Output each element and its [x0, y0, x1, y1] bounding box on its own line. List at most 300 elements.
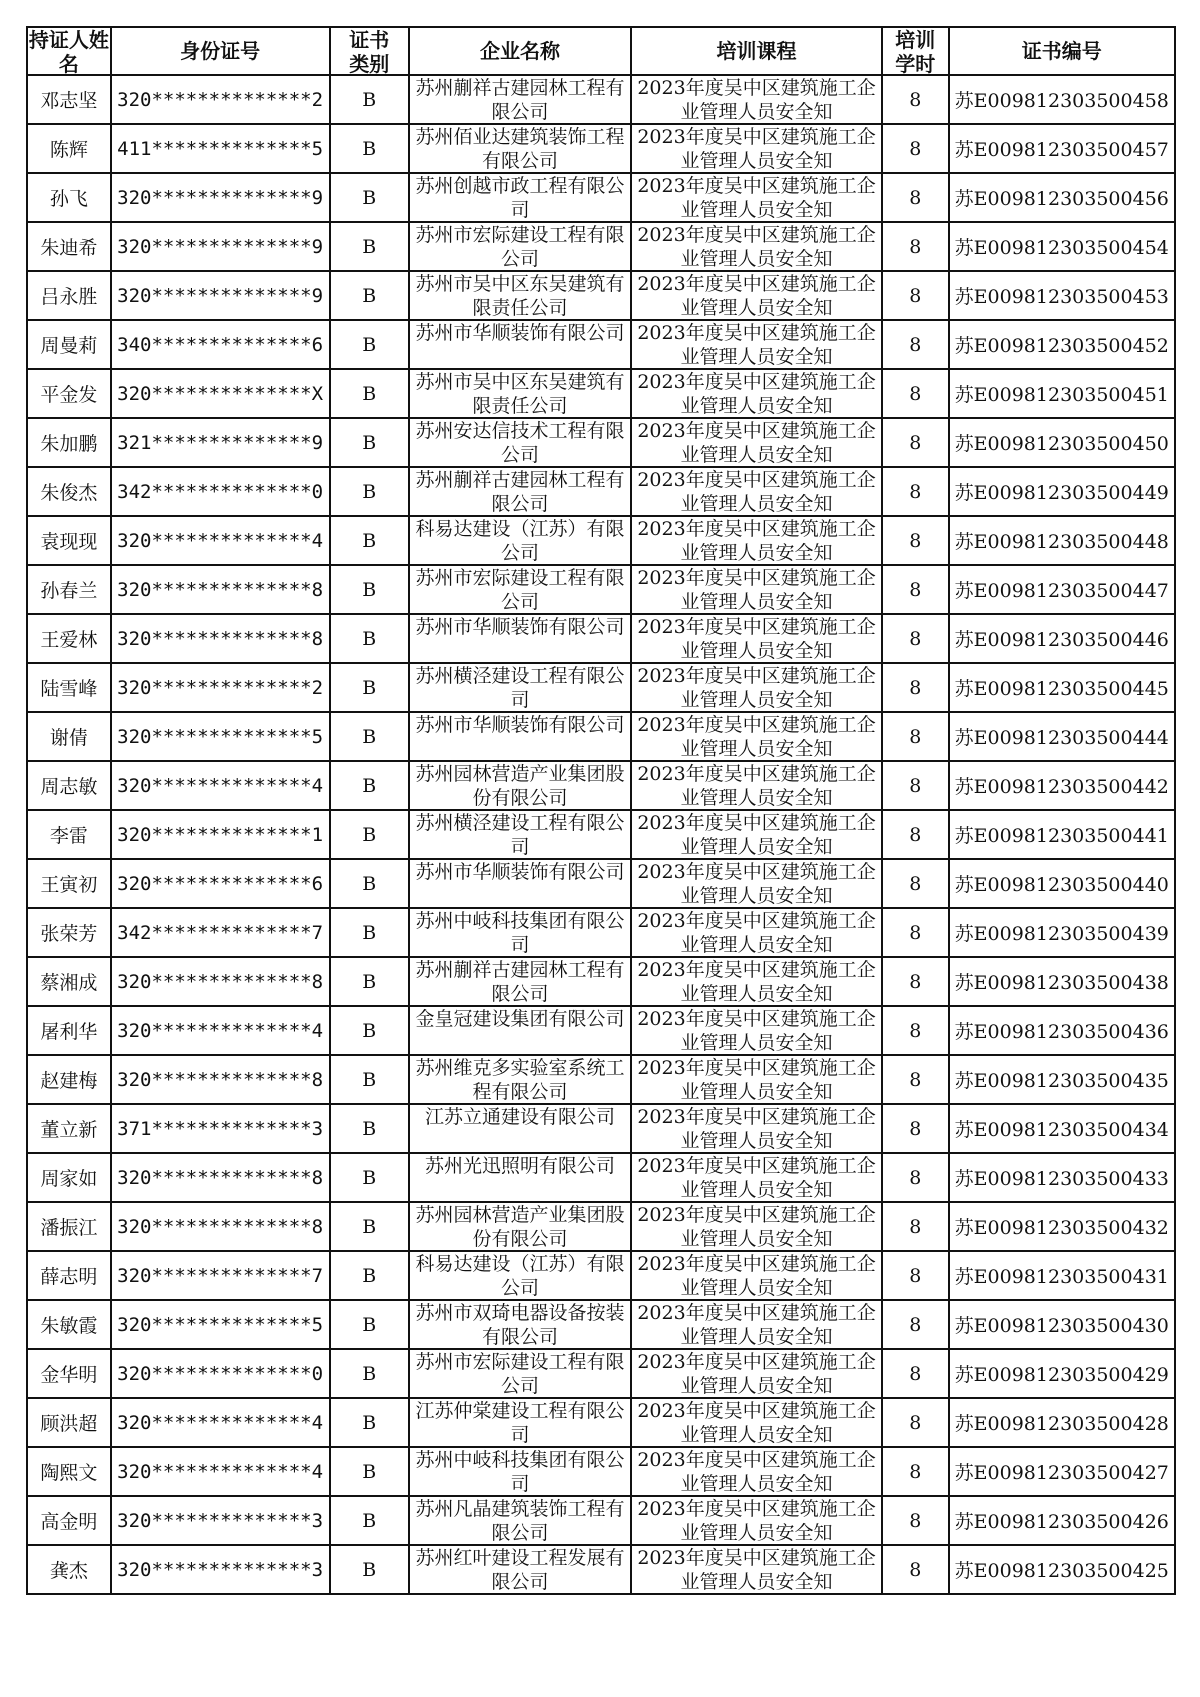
table-row — [27, 173, 1175, 222]
cell-id-number: 320**************X — [111, 369, 330, 418]
cell-id-number: 320**************9 — [111, 222, 330, 271]
cell-cert-number: 苏E009812303500448 — [949, 516, 1175, 565]
cell-id-number: 320**************4 — [111, 516, 330, 565]
cell-course — [631, 614, 882, 663]
cell-cert-type: B — [330, 810, 409, 859]
cell-course-text: 2023年度吴中区建筑施工企业管理人员安全知 — [637, 1547, 876, 1593]
cell-id-number: 320**************0 — [111, 1349, 330, 1398]
cell-company — [409, 1104, 631, 1153]
cell-course-text: 2023年度吴中区建筑施工企业管理人员安全知 — [637, 126, 876, 172]
header-company: 企业名称 — [409, 27, 631, 75]
cell-company-text: 苏州凡晶建筑装饰工程有限公司 — [415, 1498, 625, 1544]
cell-hours: 8 — [882, 908, 949, 957]
cell-course — [631, 418, 882, 467]
cell-company — [409, 467, 631, 516]
cell-cert-number: 苏E009812303500435 — [949, 1055, 1175, 1104]
cell-company-text: 苏州市华顺装饰有限公司 — [415, 861, 625, 883]
cell-hours: 8 — [882, 222, 949, 271]
cell-course-text: 2023年度吴中区建筑施工企业管理人员安全知 — [637, 763, 876, 809]
cell-cert-number: 苏E009812303500441 — [949, 810, 1175, 859]
table-row — [27, 75, 1175, 124]
table-row — [27, 859, 1175, 908]
cell-holder-name: 张荣芳 — [27, 908, 111, 957]
cell-company-text: 苏州蒯祥古建园林工程有限公司 — [415, 959, 625, 1005]
cell-holder-name: 李雷 — [27, 810, 111, 859]
cell-company-text: 苏州红叶建设工程发展有限公司 — [415, 1547, 625, 1593]
cell-holder-name: 陶熙文 — [27, 1447, 111, 1496]
table-row — [27, 320, 1175, 369]
cell-holder-name: 谢倩 — [27, 712, 111, 761]
cell-company — [409, 369, 631, 418]
cell-company — [409, 75, 631, 124]
cell-course-text: 2023年度吴中区建筑施工企业管理人员安全知 — [637, 1498, 876, 1544]
cell-company — [409, 1545, 631, 1594]
cell-hours: 8 — [882, 75, 949, 124]
cell-hours: 8 — [882, 369, 949, 418]
cell-holder-name: 朱敏霞 — [27, 1300, 111, 1349]
cell-course-text: 2023年度吴中区建筑施工企业管理人员安全知 — [637, 861, 876, 907]
cell-company-text: 苏州市华顺装饰有限公司 — [415, 714, 625, 736]
table-row — [27, 1202, 1175, 1251]
cell-company-text: 苏州横泾建设工程有限公司 — [415, 665, 625, 711]
cell-id-number: 340**************6 — [111, 320, 330, 369]
cell-course — [631, 124, 882, 173]
cell-cert-number: 苏E009812303500453 — [949, 271, 1175, 320]
cell-course-text: 2023年度吴中区建筑施工企业管理人员安全知 — [637, 273, 876, 319]
header-cert-number: 证书编号 — [949, 27, 1175, 75]
cell-cert-number: 苏E009812303500452 — [949, 320, 1175, 369]
cell-cert-type: B — [330, 222, 409, 271]
cell-company — [409, 761, 631, 810]
cell-id-number: 320**************5 — [111, 712, 330, 761]
cell-cert-type: B — [330, 320, 409, 369]
cell-company-text: 苏州创越市政工程有限公司 — [415, 175, 625, 221]
cell-company — [409, 1496, 631, 1545]
cell-id-number: 320**************8 — [111, 1153, 330, 1202]
cell-id-number: 320**************4 — [111, 1006, 330, 1055]
cell-company-text: 苏州中岐科技集团有限公司 — [415, 1449, 625, 1495]
header-id-number: 身份证号 — [111, 27, 330, 75]
cell-id-number: 320**************8 — [111, 957, 330, 1006]
cell-cert-type: B — [330, 124, 409, 173]
cell-course — [631, 1006, 882, 1055]
cell-id-number: 320**************3 — [111, 1496, 330, 1545]
cell-course — [631, 1349, 882, 1398]
cell-course-text: 2023年度吴中区建筑施工企业管理人员安全知 — [637, 1253, 876, 1299]
cell-course-text: 2023年度吴中区建筑施工企业管理人员安全知 — [637, 518, 876, 564]
cell-course — [631, 810, 882, 859]
cell-holder-name: 平金发 — [27, 369, 111, 418]
cell-cert-number: 苏E009812303500436 — [949, 1006, 1175, 1055]
cell-cert-number: 苏E009812303500446 — [949, 614, 1175, 663]
cell-id-number: 320**************8 — [111, 1202, 330, 1251]
cell-company-text: 苏州横泾建设工程有限公司 — [415, 812, 625, 858]
cell-course-text: 2023年度吴中区建筑施工企业管理人员安全知 — [637, 665, 876, 711]
table-row — [27, 810, 1175, 859]
table-body — [27, 75, 1175, 1594]
cell-cert-type: B — [330, 1055, 409, 1104]
cell-company-text: 江苏立通建设有限公司 — [424, 1106, 615, 1128]
cell-id-number: 320**************8 — [111, 1055, 330, 1104]
cell-hours: 8 — [882, 1398, 949, 1447]
cell-hours: 8 — [882, 859, 949, 908]
cell-cert-number: 苏E009812303500454 — [949, 222, 1175, 271]
cell-company — [409, 1153, 631, 1202]
cell-company — [409, 516, 631, 565]
cell-course — [631, 908, 882, 957]
cell-cert-number: 苏E009812303500450 — [949, 418, 1175, 467]
cell-holder-name: 周家如 — [27, 1153, 111, 1202]
cell-course — [631, 1545, 882, 1594]
cell-course — [631, 1153, 882, 1202]
cell-course-text: 2023年度吴中区建筑施工企业管理人员安全知 — [637, 1449, 876, 1495]
header-course: 培训课程 — [631, 27, 882, 75]
cell-course — [631, 565, 882, 614]
cell-holder-name: 孙飞 — [27, 173, 111, 222]
cell-course — [631, 222, 882, 271]
cell-company — [409, 663, 631, 712]
cell-course — [631, 369, 882, 418]
cell-company-text: 苏州园林营造产业集团股份有限公司 — [415, 763, 625, 809]
cell-company-text: 苏州园林营造产业集团股份有限公司 — [415, 1204, 625, 1250]
cell-company-text: 苏州安达信技术工程有限公司 — [415, 420, 625, 466]
cell-company — [409, 810, 631, 859]
cell-cert-number: 苏E009812303500445 — [949, 663, 1175, 712]
cell-company — [409, 1251, 631, 1300]
cell-id-number: 320**************9 — [111, 173, 330, 222]
cell-cert-type: B — [330, 1006, 409, 1055]
cell-cert-type: B — [330, 908, 409, 957]
table-row — [27, 1006, 1175, 1055]
cell-course-text: 2023年度吴中区建筑施工企业管理人员安全知 — [637, 1204, 876, 1250]
cell-company-text: 苏州佰业达建筑装饰工程有限公司 — [415, 126, 625, 172]
cell-course-text: 2023年度吴中区建筑施工企业管理人员安全知 — [637, 959, 876, 1005]
cell-cert-number: 苏E009812303500425 — [949, 1545, 1175, 1594]
cell-holder-name: 金华明 — [27, 1349, 111, 1398]
cell-hours: 8 — [882, 1202, 949, 1251]
table-row — [27, 1447, 1175, 1496]
cell-course-text: 2023年度吴中区建筑施工企业管理人员安全知 — [637, 469, 876, 515]
cell-holder-name: 王爱林 — [27, 614, 111, 663]
certificate-table — [26, 26, 1176, 1595]
cell-company — [409, 320, 631, 369]
cell-company-text: 苏州蒯祥古建园林工程有限公司 — [415, 469, 625, 515]
cell-holder-name: 朱俊杰 — [27, 467, 111, 516]
cell-hours: 8 — [882, 810, 949, 859]
cell-cert-type: B — [330, 1251, 409, 1300]
cell-cert-type: B — [330, 271, 409, 320]
cell-company — [409, 614, 631, 663]
cell-company — [409, 859, 631, 908]
cell-course-text: 2023年度吴中区建筑施工企业管理人员安全知 — [637, 812, 876, 858]
cell-cert-type: B — [330, 467, 409, 516]
cell-course-text: 2023年度吴中区建筑施工企业管理人员安全知 — [637, 322, 876, 368]
cell-holder-name: 邓志坚 — [27, 75, 111, 124]
cell-course-text: 2023年度吴中区建筑施工企业管理人员安全知 — [637, 616, 876, 662]
cell-course-text: 2023年度吴中区建筑施工企业管理人员安全知 — [637, 910, 876, 956]
cell-id-number: 320**************7 — [111, 1251, 330, 1300]
cell-cert-number: 苏E009812303500456 — [949, 173, 1175, 222]
cell-hours: 8 — [882, 1006, 949, 1055]
cell-cert-type: B — [330, 761, 409, 810]
cell-company — [409, 1300, 631, 1349]
cell-cert-type: B — [330, 1349, 409, 1398]
cell-company — [409, 908, 631, 957]
cell-cert-number: 苏E009812303500434 — [949, 1104, 1175, 1153]
cell-cert-number: 苏E009812303500426 — [949, 1496, 1175, 1545]
cell-course-text: 2023年度吴中区建筑施工企业管理人员安全知 — [637, 224, 876, 270]
cell-company — [409, 1055, 631, 1104]
cell-holder-name: 周曼莉 — [27, 320, 111, 369]
cell-course-text: 2023年度吴中区建筑施工企业管理人员安全知 — [637, 175, 876, 221]
cell-company — [409, 124, 631, 173]
cell-cert-number: 苏E009812303500447 — [949, 565, 1175, 614]
cell-holder-name: 陈辉 — [27, 124, 111, 173]
cell-company-text: 科易达建设（江苏）有限公司 — [415, 1253, 625, 1299]
cell-cert-type: B — [330, 1104, 409, 1153]
cell-cert-number: 苏E009812303500431 — [949, 1251, 1175, 1300]
cell-id-number: 411**************5 — [111, 124, 330, 173]
cell-cert-number: 苏E009812303500430 — [949, 1300, 1175, 1349]
cell-course — [631, 467, 882, 516]
header-hours: 培训学时 — [882, 27, 949, 75]
cell-hours: 8 — [882, 173, 949, 222]
cell-course-text: 2023年度吴中区建筑施工企业管理人员安全知 — [637, 1106, 876, 1152]
table-row — [27, 271, 1175, 320]
cell-hours: 8 — [882, 1251, 949, 1300]
cell-cert-type: B — [330, 614, 409, 663]
cell-id-number: 342**************7 — [111, 908, 330, 957]
cell-course-text: 2023年度吴中区建筑施工企业管理人员安全知 — [637, 77, 876, 123]
cell-course-text: 2023年度吴中区建筑施工企业管理人员安全知 — [637, 1400, 876, 1446]
cell-company — [409, 1349, 631, 1398]
cell-cert-number: 苏E009812303500442 — [949, 761, 1175, 810]
cell-company — [409, 565, 631, 614]
cell-company-text: 苏州市华顺装饰有限公司 — [415, 322, 625, 344]
cell-id-number: 321**************9 — [111, 418, 330, 467]
table-row — [27, 467, 1175, 516]
cell-cert-type: B — [330, 1202, 409, 1251]
cell-cert-type: B — [330, 418, 409, 467]
cell-company — [409, 1447, 631, 1496]
cell-company-text: 苏州市宏际建设工程有限公司 — [415, 1351, 625, 1397]
cell-company — [409, 1398, 631, 1447]
cell-company-text: 苏州维克多实验室系统工程有限公司 — [415, 1057, 625, 1103]
cell-cert-type: B — [330, 1300, 409, 1349]
cell-company-text: 苏州中岐科技集团有限公司 — [415, 910, 625, 956]
cell-cert-type: B — [330, 1496, 409, 1545]
cell-cert-type: B — [330, 75, 409, 124]
cell-cert-type: B — [330, 173, 409, 222]
cell-holder-name: 赵建梅 — [27, 1055, 111, 1104]
cell-course — [631, 1300, 882, 1349]
table-row — [27, 614, 1175, 663]
cell-hours: 8 — [882, 1055, 949, 1104]
cell-hours: 8 — [882, 957, 949, 1006]
table-row — [27, 1300, 1175, 1349]
cell-id-number: 342**************0 — [111, 467, 330, 516]
cell-company-text: 苏州市吴中区东吴建筑有限责任公司 — [415, 273, 625, 319]
cell-course — [631, 957, 882, 1006]
cell-id-number: 320**************8 — [111, 565, 330, 614]
cell-hours: 8 — [882, 516, 949, 565]
cell-course — [631, 1398, 882, 1447]
cell-holder-name: 孙春兰 — [27, 565, 111, 614]
cell-hours: 8 — [882, 614, 949, 663]
cell-holder-name: 王寅初 — [27, 859, 111, 908]
cell-hours: 8 — [882, 1545, 949, 1594]
cell-cert-type: B — [330, 1447, 409, 1496]
cell-course-text: 2023年度吴中区建筑施工企业管理人员安全知 — [637, 1351, 876, 1397]
cell-company — [409, 173, 631, 222]
cell-course — [631, 1202, 882, 1251]
cell-cert-type: B — [330, 565, 409, 614]
cell-hours: 8 — [882, 1496, 949, 1545]
cell-company — [409, 271, 631, 320]
cell-company-text: 科易达建设（江苏）有限公司 — [415, 518, 625, 564]
cell-hours: 8 — [882, 565, 949, 614]
cell-course-text: 2023年度吴中区建筑施工企业管理人员安全知 — [637, 1302, 876, 1348]
cell-course-text: 2023年度吴中区建筑施工企业管理人员安全知 — [637, 1057, 876, 1103]
cell-course — [631, 859, 882, 908]
cell-course — [631, 1104, 882, 1153]
cell-cert-type: B — [330, 957, 409, 1006]
cell-course — [631, 516, 882, 565]
table-row — [27, 1349, 1175, 1398]
cell-hours: 8 — [882, 467, 949, 516]
cell-hours: 8 — [882, 1300, 949, 1349]
cell-company — [409, 1006, 631, 1055]
header-cert-type: 证书类别 — [330, 27, 409, 75]
cell-company — [409, 712, 631, 761]
table-row — [27, 1545, 1175, 1594]
cell-cert-number: 苏E009812303500440 — [949, 859, 1175, 908]
header-holder-name: 持证人姓名 — [28, 28, 109, 74]
cell-hours: 8 — [882, 712, 949, 761]
cell-cert-type: B — [330, 712, 409, 761]
cell-course — [631, 173, 882, 222]
cell-company-text: 金皇冠建设集团有限公司 — [415, 1008, 625, 1030]
cell-cert-number: 苏E009812303500449 — [949, 467, 1175, 516]
cell-cert-type: B — [330, 369, 409, 418]
cell-id-number: 320**************9 — [111, 271, 330, 320]
table-row — [27, 1104, 1175, 1153]
cell-company-text: 苏州市吴中区东吴建筑有限责任公司 — [415, 371, 625, 417]
cell-course — [631, 271, 882, 320]
table-row — [27, 908, 1175, 957]
cell-cert-number: 苏E009812303500451 — [949, 369, 1175, 418]
header-row — [27, 27, 1175, 75]
cell-id-number: 320**************8 — [111, 614, 330, 663]
cell-company — [409, 222, 631, 271]
table-row — [27, 418, 1175, 467]
cell-holder-name: 袁现现 — [27, 516, 111, 565]
cell-hours: 8 — [882, 663, 949, 712]
cell-course-text: 2023年度吴中区建筑施工企业管理人员安全知 — [637, 567, 876, 613]
cell-id-number: 320**************4 — [111, 1398, 330, 1447]
cell-company — [409, 418, 631, 467]
cell-hours: 8 — [882, 1153, 949, 1202]
table-row — [27, 222, 1175, 271]
cell-hours: 8 — [882, 320, 949, 369]
cell-holder-name: 朱加鹏 — [27, 418, 111, 467]
cell-hours: 8 — [882, 761, 949, 810]
cell-cert-type: B — [330, 1545, 409, 1594]
cell-cert-number: 苏E009812303500444 — [949, 712, 1175, 761]
cell-course-text: 2023年度吴中区建筑施工企业管理人员安全知 — [637, 420, 876, 466]
cell-holder-name: 周志敏 — [27, 761, 111, 810]
cell-id-number: 320**************4 — [111, 1447, 330, 1496]
table-row — [27, 712, 1175, 761]
cell-cert-number: 苏E009812303500433 — [949, 1153, 1175, 1202]
cell-course — [631, 712, 882, 761]
cell-course-text: 2023年度吴中区建筑施工企业管理人员安全知 — [637, 714, 876, 760]
cell-cert-number: 苏E009812303500428 — [949, 1398, 1175, 1447]
cell-hours: 8 — [882, 271, 949, 320]
cell-cert-number: 苏E009812303500457 — [949, 124, 1175, 173]
table-row — [27, 663, 1175, 712]
table-row — [27, 1496, 1175, 1545]
table-row — [27, 369, 1175, 418]
cell-cert-type: B — [330, 663, 409, 712]
cell-holder-name: 董立新 — [27, 1104, 111, 1153]
cell-holder-name: 屠利华 — [27, 1006, 111, 1055]
cell-id-number: 320**************2 — [111, 663, 330, 712]
table-row — [27, 1251, 1175, 1300]
cell-id-number: 320**************6 — [111, 859, 330, 908]
cell-course — [631, 1251, 882, 1300]
cell-cert-number: 苏E009812303500427 — [949, 1447, 1175, 1496]
cell-course — [631, 320, 882, 369]
cell-id-number: 320**************3 — [111, 1545, 330, 1594]
cell-company — [409, 1202, 631, 1251]
cell-course — [631, 663, 882, 712]
cell-company-text: 苏州市宏际建设工程有限公司 — [415, 567, 625, 613]
cell-cert-number: 苏E009812303500432 — [949, 1202, 1175, 1251]
table-row — [27, 761, 1175, 810]
cell-hours: 8 — [882, 124, 949, 173]
cell-company-text: 苏州光迅照明有限公司 — [424, 1155, 615, 1177]
cell-hours: 8 — [882, 1447, 949, 1496]
cell-course — [631, 1447, 882, 1496]
cell-id-number: 320**************4 — [111, 761, 330, 810]
cell-holder-name: 朱迪希 — [27, 222, 111, 271]
cell-company-text: 苏州市双琦电器设备按装有限公司 — [415, 1302, 625, 1348]
cell-course — [631, 1055, 882, 1104]
cell-holder-name: 潘振江 — [27, 1202, 111, 1251]
cell-id-number: 320**************5 — [111, 1300, 330, 1349]
table-row — [27, 957, 1175, 1006]
table-row — [27, 565, 1175, 614]
cell-holder-name: 薛志明 — [27, 1251, 111, 1300]
cell-holder-name: 蔡湘成 — [27, 957, 111, 1006]
cell-course-text: 2023年度吴中区建筑施工企业管理人员安全知 — [637, 371, 876, 417]
cell-course-text: 2023年度吴中区建筑施工企业管理人员安全知 — [637, 1008, 876, 1054]
cell-hours: 8 — [882, 418, 949, 467]
cell-cert-type: B — [330, 516, 409, 565]
cell-cert-number: 苏E009812303500439 — [949, 908, 1175, 957]
cell-holder-name: 顾洪超 — [27, 1398, 111, 1447]
cell-holder-name: 高金明 — [27, 1496, 111, 1545]
cell-company-text: 江苏仲棠建设工程有限公司 — [415, 1400, 625, 1446]
cell-holder-name: 陆雪峰 — [27, 663, 111, 712]
cell-course-text: 2023年度吴中区建筑施工企业管理人员安全知 — [637, 1155, 876, 1201]
table-row — [27, 1398, 1175, 1447]
cell-course — [631, 1496, 882, 1545]
cell-holder-name: 吕永胜 — [27, 271, 111, 320]
cell-course — [631, 761, 882, 810]
cell-hours: 8 — [882, 1349, 949, 1398]
